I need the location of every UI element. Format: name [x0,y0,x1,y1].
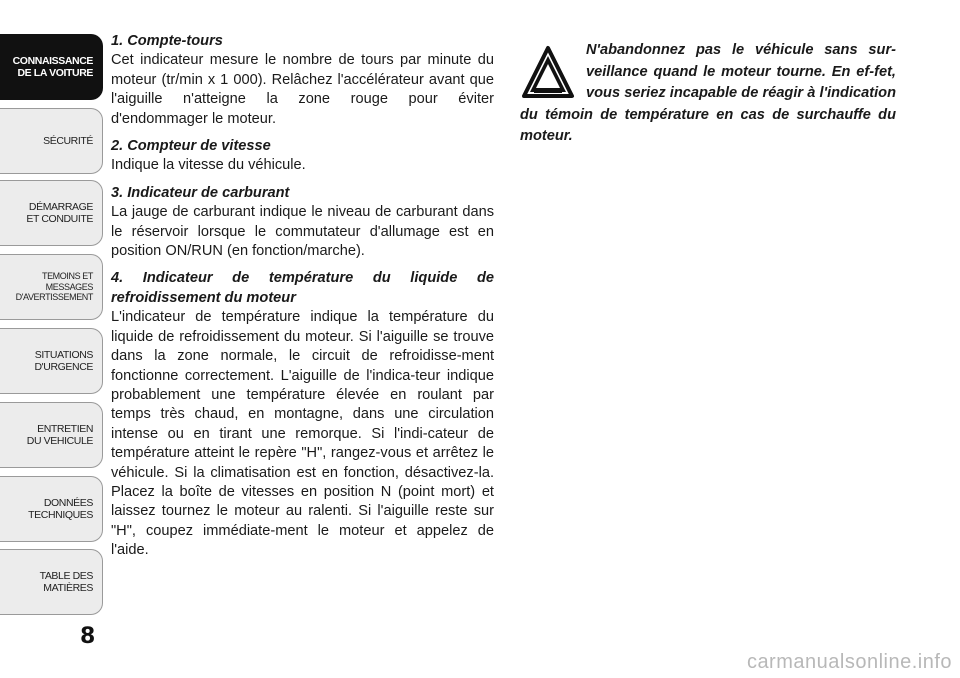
tab-label: ET CONDUITE [26,213,93,225]
tab-temoins-messages[interactable] [0,254,103,320]
watermark: carmanualsonline.info [746,651,952,673]
section-body: Cet indicateur mesure le nombre de tours par minute du moteur (tr/min x 1 000). Relâchez l'accélérateur avant que l'aiguille n'atteigne la zone rouge pour éviter d'endommager le moteur. [111,52,494,127]
tab-label: DU VEHICULE [26,435,93,447]
tab-label: D'AVERTISSEMENT [15,292,93,303]
tab-label: SÉCURITÉ [43,135,93,147]
tab-label: MESSAGES [45,281,93,292]
section-title: 4. Indicateur de température du liquide de refroidissement du moteur [111,270,494,306]
section-title: 1. Compte-tours [111,33,223,49]
tab-label: DÉMARRAGE [28,201,93,213]
tab-label: TEMOINS ET [41,271,93,282]
tab-entretien-vehicule[interactable] [0,402,103,468]
tab-label: D'URGENCE [34,361,93,373]
section-title: 2. Compteur de vitesse [111,138,271,155]
tab-connaissance-voiture[interactable] [0,34,103,100]
warning-text: N'abandonnez pas le véhicule sans sur-veillance quand le moteur tourne. En ef-fet, vous seriez incapable de réagir à l'indication du témoin de température en cas de surchauffe du moteur. [520,42,896,144]
tab-label: SITUATIONS [34,349,93,361]
section-body: Indique la vitesse du véhicule. [111,157,306,174]
tab-donnees-techniques[interactable] [0,476,103,542]
main-text-column [111,32,494,569]
section-body: La jauge de carburant indique le niveau de carburant dans le réservoir lorsque le commutateur d'allumage est en position ON/RUN (en fonction/marche). [111,204,494,260]
tab-label: DE LA VOITURE [17,67,93,79]
tab-label: DONNÉES [43,497,93,509]
tab-label: CONNAISSANCE [12,55,93,67]
sidebar-nav [0,0,105,678]
section-title: 3. Indicateur de carburant [111,184,290,201]
tab-securite[interactable] [0,108,103,174]
tab-label: TECHNIQUES [28,509,93,521]
tab-label: ENTRETIEN [37,423,93,435]
tab-situations-urgence[interactable] [0,328,103,394]
page-number: 8 [80,624,96,649]
warning-triangle-icon [520,42,576,104]
tab-label: TABLE DES [39,570,93,582]
tab-demarrage-conduite[interactable] [0,180,103,246]
section-body: L'indicateur de température indique la température du liquide de refroidissement du moteur. Si l'aiguille se trouve dans la zone normale, le circuit de refroidisse-ment fonctionne correctement. L'aiguille de l'indica-teur indique probablement une température élevée en roulant par temps très chaud, en montagne, dans une circulation intense ou en tirant une remorque. Si l'indi-cateur de température atteint le repère "H", rangez-vous et arrêtez le véhicule. Si la climatisation est en fonction, désactivez-la. Placez la boîte de vitesses en position N (point mort) et laissez tournez le moteur au ralenti. Si l'aiguille reste sur "H", coupez immédiate-ment le moteur et appelez de l'aide. [111,309,494,559]
warning-box [520,40,896,148]
tab-table-matieres[interactable] [0,549,103,615]
tab-label: MATIÈRES [43,582,93,594]
